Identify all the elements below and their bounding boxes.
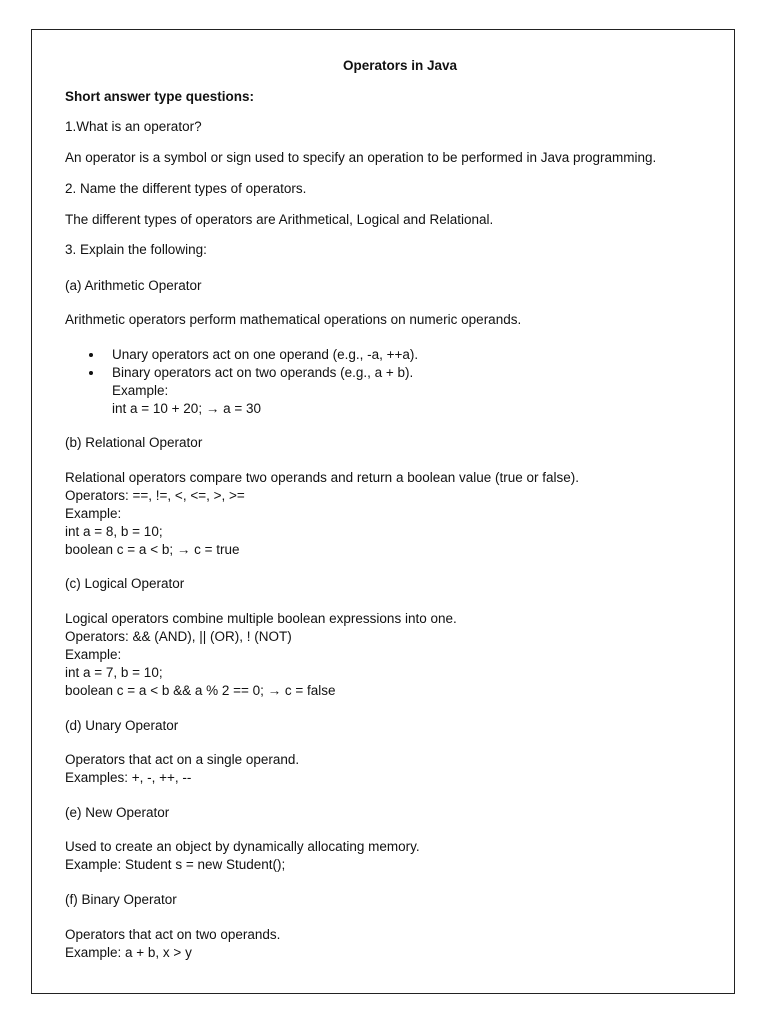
logical-label: (c) Logical Operator	[65, 576, 185, 591]
relational-example-label: Example:	[65, 506, 122, 521]
answer-2: The different types of operators are Arithmetical, Logical and Relational.	[65, 212, 494, 227]
arithmetic-desc: Arithmetic operators perform mathematical operations on numeric operands.	[65, 312, 522, 327]
question-3: 3. Explain the following:	[65, 242, 207, 257]
page-title: Operators in Java	[343, 58, 458, 73]
new-operator-example: Example: Student s = new Student();	[65, 857, 286, 872]
unary-examples: Examples: +, -, ++, --	[65, 770, 192, 785]
question-2: 2. Name the different types of operators.	[65, 181, 307, 196]
unary-label: (d) Unary Operator	[65, 718, 179, 733]
arithmetic-label: (a) Arithmetic Operator	[65, 278, 202, 293]
arithmetic-example-label: Example:	[112, 383, 169, 398]
logical-example-label: Example:	[65, 647, 122, 662]
logical-example-line-1: int a = 7, b = 10;	[65, 665, 163, 680]
arithmetic-bullet-2: Binary operators act on two operands (e.g., a + b).	[112, 365, 414, 380]
arithmetic-example-code: int a = 10 + 20; → a = 30	[112, 401, 261, 416]
logical-example-line-2: boolean c = a < b && a % 2 == 0; → c = false	[65, 683, 336, 698]
binary-label: (f) Binary Operator	[65, 892, 177, 907]
relational-label: (b) Relational Operator	[65, 435, 203, 450]
relational-operators: Operators: ==, !=, <, <=, >, >=	[65, 488, 245, 503]
unary-desc: Operators that act on a single operand.	[65, 752, 300, 767]
binary-example: Example: a + b, x > y	[65, 945, 192, 960]
logical-operators: Operators: && (AND), || (OR), ! (NOT)	[65, 629, 292, 644]
question-1: 1.What is an operator?	[65, 119, 202, 134]
section-heading: Short answer type questions:	[65, 89, 255, 104]
arithmetic-bullet-1: Unary operators act on one operand (e.g., -a, ++a).	[112, 347, 419, 362]
relational-example-line-2: boolean c = a < b; → c = true	[65, 542, 240, 557]
new-operator-label: (e) New Operator	[65, 805, 170, 820]
bullet-icon	[89, 353, 93, 357]
relational-example-line-1: int a = 8, b = 10;	[65, 524, 163, 539]
binary-desc: Operators that act on two operands.	[65, 927, 281, 942]
logical-desc: Logical operators combine multiple boolean expressions into one.	[65, 611, 457, 626]
new-operator-desc: Used to create an object by dynamically allocating memory.	[65, 839, 420, 854]
relational-desc: Relational operators compare two operands and return a boolean value (true or false).	[65, 470, 580, 485]
answer-1: An operator is a symbol or sign used to specify an operation to be performed in Java programming.	[65, 150, 657, 165]
bullet-icon	[89, 371, 93, 375]
